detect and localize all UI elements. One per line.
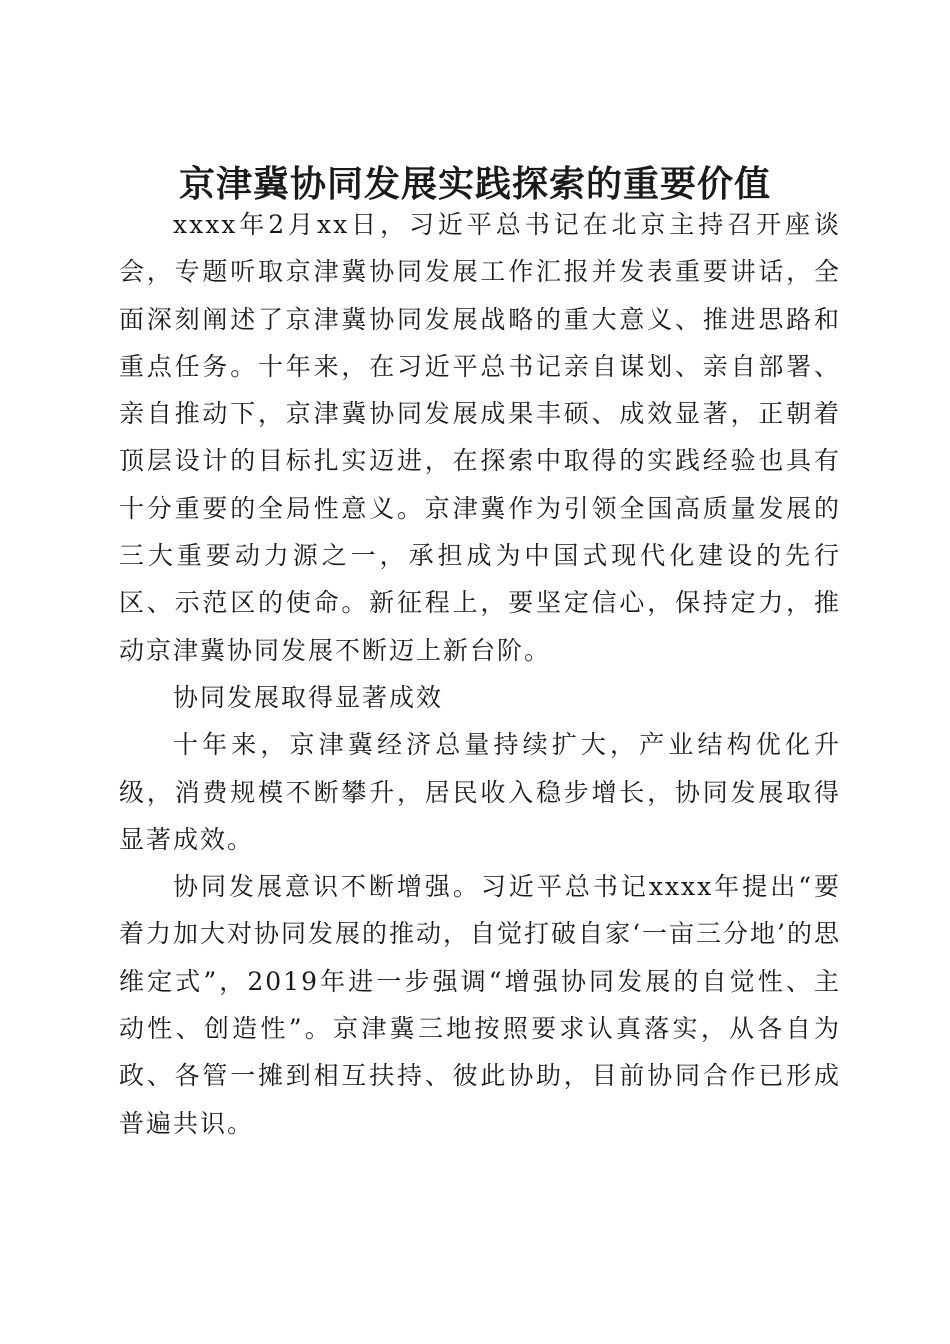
intro-paragraph: xxxx年2月xx日，习近平总书记在北京主持召开座谈会，专题听取京津冀协同发展工作汇报并发表重要讲话，全面深刻阐述了京津冀协同发展战略的重大意义、推进思路和重点任务。十年来，在习近平总书记亲自谋划、亲自部署、亲自推动下，京津冀协同发展成果丰硕、成效显著，正朝着顶层设计的目标扎实迈进，在探索中取得的实践经验也具有十分重要的全局性意义。京津冀作为引领全国高质量发展的三大重要动力源之一，承担成为中国式现代化建设的先行区、示范区的使命。新征程上，要坚定信心，保持定力，推动京津冀协同发展不断迈上新台阶。 xyxy=(119,210,841,665)
achievements-paragraph: 十年来，京津冀经济总量持续扩大，产业结构优化升级，消费规模不断攀升，居民收入稳步增长，协同发展取得显著成效。 xyxy=(119,730,841,854)
awareness-paragraph: 协同发展意识不断增强。习近平总书记xxxx年提出“要着力加大对协同发展的推动，自觉打破自家‘一亩三分地’的思维定式”，2019年进一步强调“增强协同发展的自觉性、主动性、创造性”。京津冀三地按照要求认真落实，从各自为政、各管一摊到相互扶持、彼此协助，目前协同合作已形成普遍共识。 xyxy=(119,872,841,1138)
document-body xyxy=(119,201,841,1147)
section-heading: 协同发展取得显著成效 xyxy=(173,682,444,712)
document-title: 京津冀协同发展实践探索的重要价值 xyxy=(178,163,771,206)
